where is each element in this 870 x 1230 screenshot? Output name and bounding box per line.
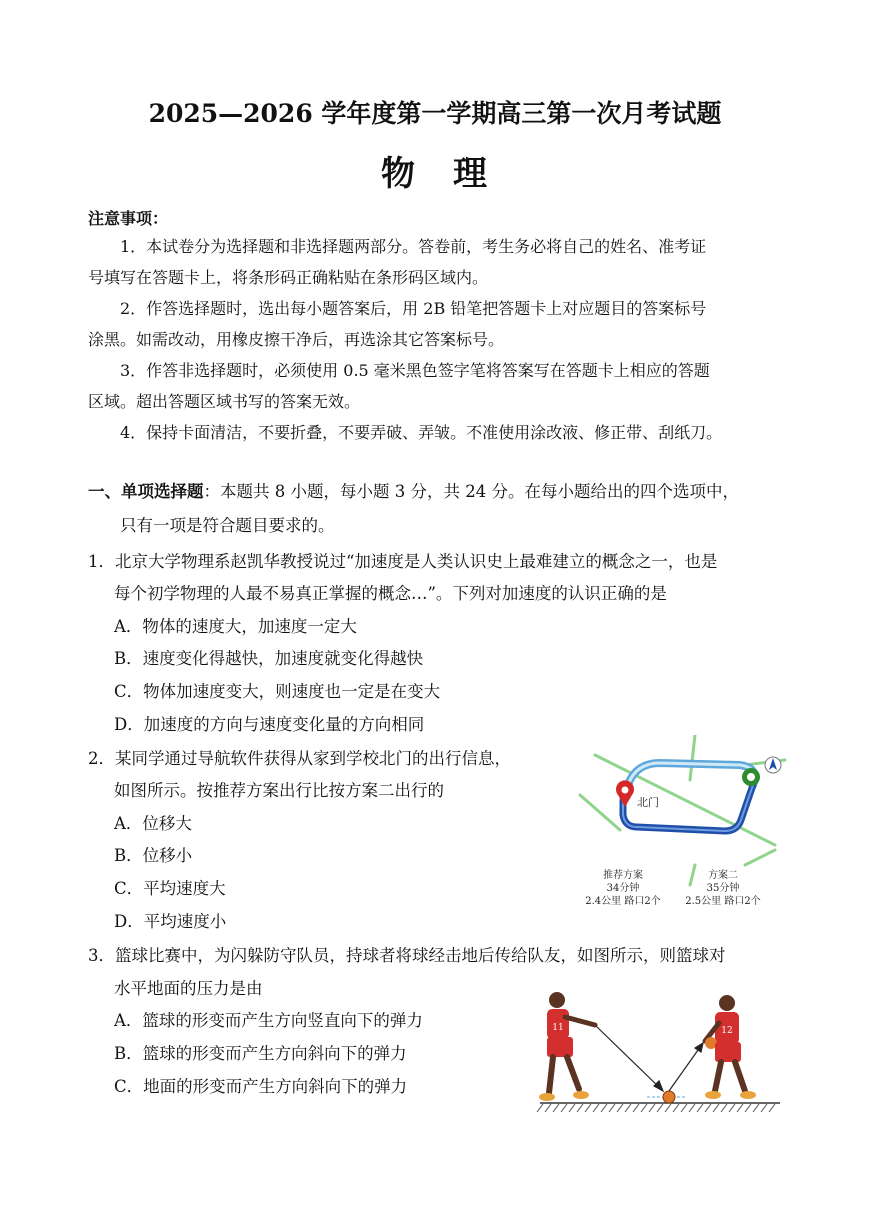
plan2-time: 35分钟 — [706, 883, 740, 894]
player1-number: 11 — [552, 1023, 564, 1033]
q1-option-b: B．速度变化得越快，加速度就变化得越快 — [114, 649, 424, 668]
ground-hatch — [537, 1103, 780, 1112]
q3-stem: 3．篮球比赛中，为闪躲防守队员，持球者将球经击地后传给队友，如图所示，则篮球对 — [88, 946, 726, 965]
gate-label: 北门 — [637, 796, 659, 809]
ball-path-arrows — [595, 1025, 703, 1091]
basketball-figure — [535, 985, 785, 1120]
notice-line: 4．保持卡面清洁，不要折叠，不要弄破、弄皱。不准使用涂改液、修正带、刮纸刀。 — [120, 423, 723, 442]
notice-line: 涂黑。如需改动，用橡皮擦干净后，再选涂其它答案标号。 — [88, 330, 505, 349]
q1-option-c: C．物体加速度变大，则速度也一定是在变大 — [114, 682, 441, 701]
notice-heading: 注意事项： — [88, 209, 169, 228]
notice-line: 号填写在答题卡上，将条形码正确粘贴在条形码区域内。 — [88, 268, 489, 287]
subject-title: 物 理 — [381, 154, 489, 194]
player2-number: 12 — [721, 1026, 733, 1036]
q2-stem: 如图所示。按推荐方案出行比按方案二出行的 — [114, 781, 444, 800]
section-title: 一、单项选择题 — [88, 482, 204, 501]
q3-option-c: C．地面的形变而产生方向斜向下的弹力 — [114, 1077, 408, 1096]
basketball-icon — [663, 1091, 675, 1103]
plan1-info: 2.4公里 路口2个 — [585, 896, 661, 907]
q3-option-b: B．篮球的形变而产生方向斜向下的弹力 — [114, 1044, 407, 1063]
route-map-figure — [575, 735, 790, 915]
background-roads — [580, 735, 785, 885]
notice-line: 2．作答选择题时，选出每小题答案后，用 2B 铅笔把答题卡上对应题目的答案标号 — [120, 299, 707, 318]
q1-stem: 每个初学物理的人最不易真正掌握的概念…”。下列对加速度的认识正确的是 — [114, 584, 667, 603]
section-desc: ：本题共 8 小题，每小题 3 分，共 24 分。在每小题给出的四个选项中， — [203, 482, 739, 501]
notice-line: 3．作答非选择题时，必须使用 0.5 毫米黑色签字笔将答案写在答题卡上相应的答题 — [120, 361, 710, 380]
notice-line: 1．本试卷分为选择题和非选择题两部分。答卷前，考生务必将自己的姓名、准考证 — [120, 237, 707, 256]
compass-icon — [765, 757, 781, 773]
notice-line: 区域。超出答题区域书写的答案无效。 — [88, 392, 361, 411]
end-marker-icon — [616, 780, 634, 807]
q1-option-a: A．物体的速度大，加速度一定大 — [114, 617, 357, 636]
q3-option-a: A．篮球的形变而产生方向竖直向下的弹力 — [114, 1011, 423, 1030]
q2-option-a: A．位移大 — [114, 814, 192, 833]
q3-stem: 水平地面的压力是由 — [114, 979, 263, 998]
section-heading — [88, 478, 739, 502]
plan2-label: 方案二 — [708, 870, 738, 881]
q2-option-d: D．平均速度小 — [114, 912, 227, 931]
q1-option-d: D．加速度的方向与速度变化量的方向相同 — [114, 715, 425, 734]
q2-stem: 2．某同学通过导航软件获得从家到学校北门的出行信息， — [88, 749, 511, 768]
plan1-time: 34分钟 — [606, 883, 640, 894]
start-marker-icon — [742, 768, 760, 786]
player-right-icon — [705, 995, 756, 1099]
plan2-info: 2.5公里 路口2个 — [685, 896, 761, 907]
player-left-icon — [539, 992, 595, 1101]
q2-option-c: C．平均速度大 — [114, 879, 226, 898]
section-desc-2: 只有一项是符合题目要求的。 — [120, 516, 335, 535]
plan1-label: 推荐方案 — [603, 870, 643, 881]
exam-title: 2025—2026 学年度第一学期高三第一次月考试题 — [148, 99, 722, 128]
q1-stem: 1．北京大学物理系赵凯华教授说过“加速度是人类认识史上最难建立的概念之一，也是 — [88, 552, 718, 571]
q2-option-b: B．位移小 — [114, 846, 193, 865]
